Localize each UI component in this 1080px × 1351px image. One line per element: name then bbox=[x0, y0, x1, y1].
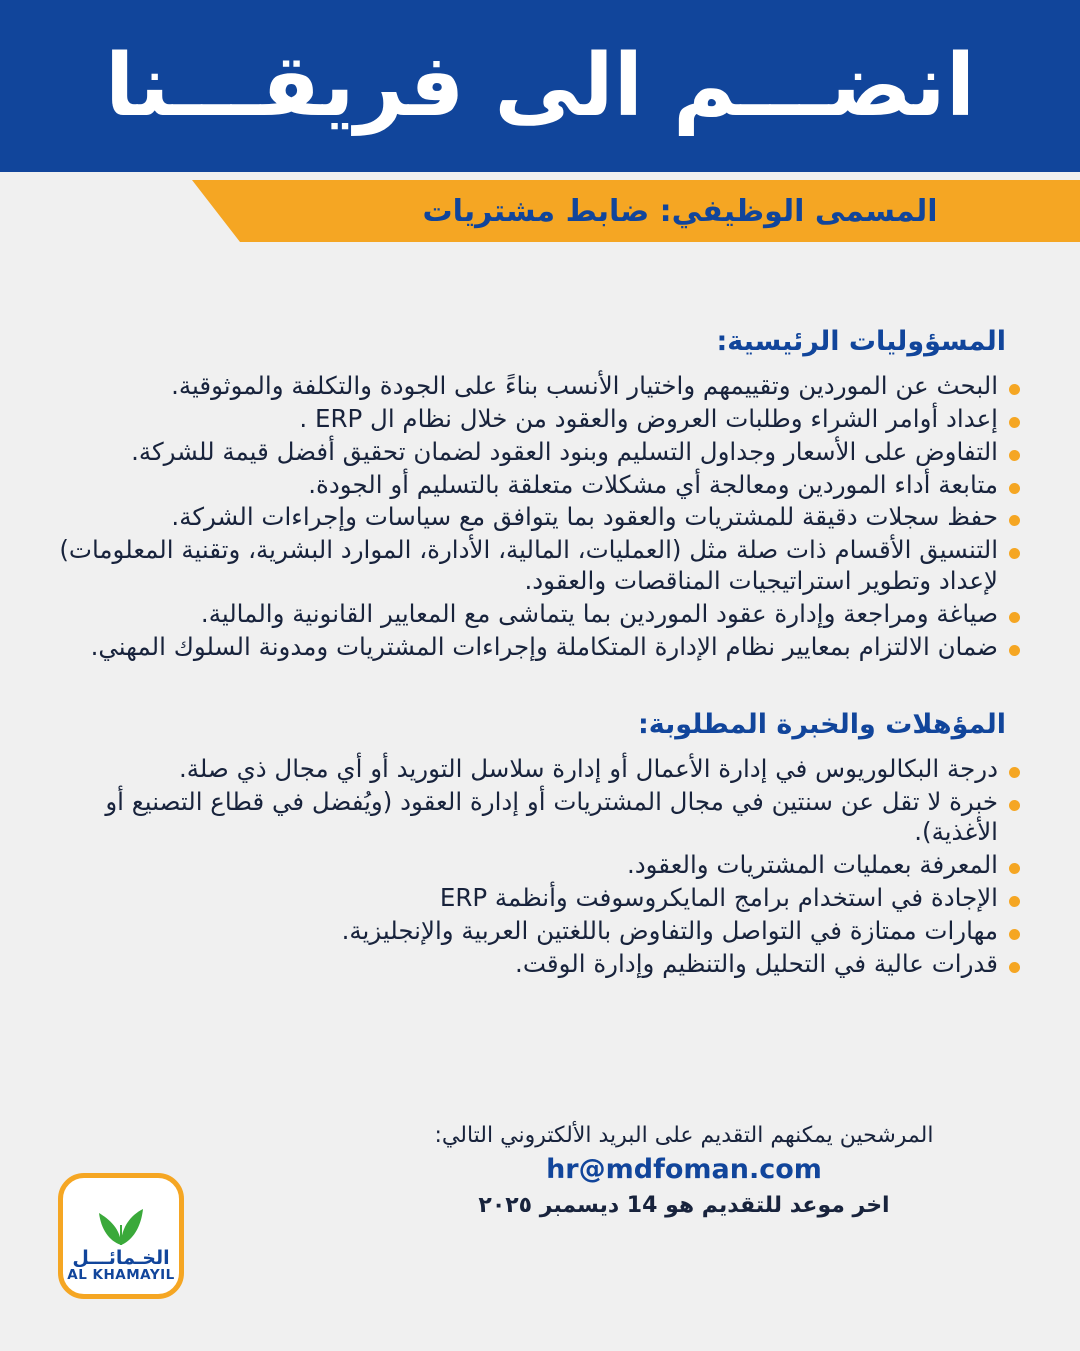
list-item bbox=[56, 404, 1024, 435]
list-item bbox=[56, 632, 1024, 663]
qualifications-heading: المؤهلات والخبرة المطلوبة: bbox=[637, 708, 1006, 740]
list-item bbox=[56, 502, 1024, 533]
page-title: انضـــم الى فريقـــنا bbox=[104, 36, 976, 136]
main-content bbox=[0, 254, 1080, 980]
qualifications-list bbox=[56, 754, 1024, 980]
list-item bbox=[56, 787, 1024, 849]
list-item bbox=[56, 850, 1024, 881]
list-item-text: الإجادة في استخدام برامج المايكروسوفت وأنظمة ERP bbox=[439, 883, 998, 913]
logo-arabic-name: الخـمائـــل bbox=[72, 1247, 170, 1270]
list-item-text: المعرفة بعمليات المشتريات والعقود. bbox=[626, 850, 998, 880]
apply-note: المرشحين يمكنهم التقديم على البريد الألكتروني التالي: bbox=[434, 1123, 934, 1148]
list-item bbox=[56, 754, 1024, 785]
contact-email[interactable]: hr@mdfoman.com bbox=[546, 1154, 822, 1185]
apply-info bbox=[344, 1123, 1024, 1218]
footer bbox=[0, 1117, 1080, 1307]
list-item-text: قدرات عالية في التحليل والتنظيم وإدارة الوقت. bbox=[515, 948, 998, 978]
job-title-ribbon-row bbox=[0, 172, 1080, 254]
company-logo bbox=[58, 1173, 184, 1299]
list-item-text: خبرة لا تقل عن سنتين في مجال المشتريات أو إدارة العقود (ويُفضل في قطاع التصنيع أو الأغذية). bbox=[105, 786, 998, 847]
list-item-text: البحث عن الموردين وتقييمهم واختيار الأنسب بناءً على الجودة والتكلفة والموثوقية. bbox=[171, 371, 998, 400]
leaves-icon bbox=[91, 1195, 151, 1247]
list-item-text: مهارات ممتازة في التواصل والتفاوض باللغتين العربية والإنجليزية. bbox=[341, 916, 998, 946]
list-item-text: التنسيق الأقسام ذات صلة مثل (العمليات، المالية، الأدارة، الموارد البشرية، وتقنية المعلومات) لإعداد وتطوير استراتيجيات المناقصات والعقود. bbox=[59, 535, 998, 596]
list-item bbox=[56, 916, 1024, 947]
list-item-text: إعداد أوامر الشراء وطلبات العروض والعقود من خلال نظام ال ERP . bbox=[299, 403, 998, 433]
logo-english-name: AL KHAMAYIL bbox=[67, 1267, 175, 1284]
list-item-text: متابعة أداء الموردين ومعالجة أي مشكلات متعلقة بالتسليم أو الجودة. bbox=[308, 469, 998, 499]
responsibilities-heading: المسؤوليات الرئيسية: bbox=[716, 326, 1006, 357]
list-item-text: التفاوض على الأسعار وجداول التسليم وبنود العقود لضمان تحقيق أفضل قيمة للشركة. bbox=[131, 436, 998, 466]
list-item-text: حفظ سجلات دقيقة للمشتريات والعقود بما يتوافق مع سياسات وإجراءات الشركة. bbox=[171, 502, 998, 532]
responsibilities-section bbox=[56, 326, 1024, 663]
header-banner bbox=[0, 0, 1080, 172]
list-item-text: درجة البكالوريوس في إدارة الأعمال أو إدارة سلاسل التوريد أو أي مجال ذي صلة. bbox=[178, 753, 998, 783]
list-item-text: ضمان الالتزام بمعايير نظام الإدارة المتكاملة وإجراءات المشتريات ومدونة السلوك المهني. bbox=[90, 631, 998, 661]
application-deadline: اخر موعد للتقديم هو 14 ديسمبر ٢٠٢٥ bbox=[478, 1193, 890, 1218]
list-item bbox=[56, 371, 1024, 402]
list-item bbox=[56, 535, 1024, 597]
list-item-text: صياغة ومراجعة وإدارة عقود الموردين بما يتماشى مع المعايير القانونية والمالية. bbox=[200, 599, 998, 629]
list-item bbox=[56, 883, 1024, 914]
responsibilities-list bbox=[56, 371, 1024, 663]
list-item bbox=[56, 470, 1024, 501]
job-title-ribbon bbox=[240, 180, 1080, 242]
qualifications-section bbox=[56, 709, 1024, 980]
list-item bbox=[56, 599, 1024, 630]
job-title-text: المسمى الوظيفي: ضابط مشتريات bbox=[422, 193, 938, 229]
list-item bbox=[56, 949, 1024, 980]
list-item bbox=[56, 437, 1024, 468]
